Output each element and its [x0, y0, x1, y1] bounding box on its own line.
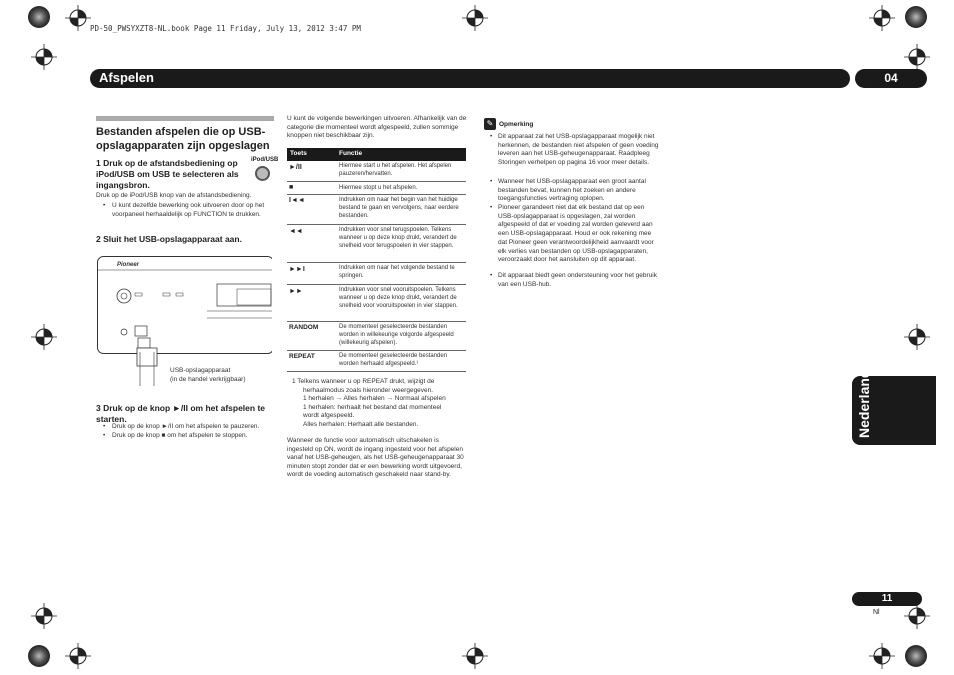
crosshair-icon	[904, 44, 930, 70]
table-divider	[287, 262, 466, 263]
table-function: De momenteel geselecteerde bestanden worden in willekeurige volgorde afgespeeld (willekeurig afspelen).	[339, 324, 454, 346]
crosshair-icon	[869, 643, 895, 669]
crosshair-icon	[462, 5, 488, 31]
table-divider	[287, 350, 466, 351]
table-key: ►►I	[289, 266, 305, 273]
print-mark-dot	[28, 645, 50, 667]
crosshair-icon	[904, 324, 930, 350]
crosshair-icon	[65, 643, 91, 669]
table-function: Indrukken voor snel terugspoelen. Telkens wanneer u op deze knop drukt, verandert de snelheid voor terugspoelen in vier stappen.	[339, 227, 457, 249]
step-3-bullet-1: • Druk op de knop ►/II om het afspelen te pauzeren.	[112, 423, 277, 432]
table-header-key: Toets	[290, 150, 307, 157]
table-function: Hiermee start u het afspelen. Het afspelen pauzeren/hervatten.	[339, 163, 452, 177]
print-mark-dot	[905, 6, 927, 28]
table-function: Indrukken om naar het begin van het huidige bestand te gaan en vervolgens, naar eerdere bestanden.	[339, 197, 459, 219]
ipod-usb-button-icon	[255, 166, 270, 181]
crosshair-icon	[65, 5, 91, 31]
note-icon: ✎	[484, 118, 496, 130]
section-heading: Bestanden afspelen die op USB-opslagapparaten zijn opgeslagen	[96, 126, 270, 152]
crosshair-icon	[31, 324, 57, 350]
note-bullet: • Pioneer garandeert niet dat elk bestand dat op een USB-opslagapparaat is opgeslagen, zal worden afgespeeld of dat er voeding zal worden geleverd aan een USB-opslagapparaat. Houd er ook rekening mee dat Pioneer geen verantwoordelijkheid aanvaardt voor elk verlies van bestanden op USB-opslagapparaten, veroorzaakt door het aansluiten op dit apparaat.	[490, 204, 654, 264]
print-mark-dot	[905, 645, 927, 667]
step-1-note: Druk op de iPod/USB knop van de afstandsbediening.	[96, 192, 252, 199]
crosshair-icon	[869, 5, 895, 31]
table-key: I◄◄	[289, 197, 305, 204]
table-key: ■	[289, 184, 294, 191]
table-key: REPEAT	[289, 353, 315, 360]
table-divider	[287, 284, 466, 285]
table-divider	[287, 371, 466, 372]
language-code: Nl	[873, 609, 880, 616]
step-3: 3 Druk op de knop ►/II om het afspelen te starten.	[96, 403, 265, 424]
table-divider	[287, 181, 466, 182]
print-mark-dot	[28, 6, 50, 28]
section-header-bar	[90, 69, 850, 88]
section-title: Afspelen	[99, 70, 154, 85]
table-header-function: Functie	[339, 150, 363, 157]
book-header: PD-50_PWSYXZT8-NL.book Page 11 Friday, July 13, 2012 3:47 PM	[90, 24, 361, 33]
table-function: Hiermee stopt u het afspelen.	[339, 185, 418, 191]
step-3-bullet-2: • Druk op de knop ■ om het afspelen te stoppen.	[112, 432, 277, 441]
table-key: RANDOM	[289, 324, 319, 331]
table-key: ►►	[289, 288, 303, 295]
device-caption: USB-opslagapparaat (in de handel verkrijgbaar)	[170, 367, 246, 383]
chapter-number: 04	[855, 69, 927, 88]
section-rule	[96, 116, 274, 121]
auto-off-paragraph: Wanneer de functie voor automatisch uitschakelen is ingesteld op ON, wordt de ingang ingesteld voor het afspelen vanaf het USB-geheugen, als het USB-geheugenapparaat 30 minuten stopt zonder dat er een bewerking wordt uitgevoerd, wordt de voeding automatisch geschakeld naar stand-by.	[287, 437, 464, 478]
table-intro: U kunt de volgende bewerkingen uitvoeren. Afhankelijk van de categorie die momenteel wordt afgespeeld, zullen sommige knoppen niet beschikbaar zijn.	[287, 115, 467, 139]
table-key: ►/II	[289, 164, 302, 171]
crosshair-icon	[31, 603, 57, 629]
table-header	[287, 148, 466, 161]
page-number: 11	[852, 592, 922, 606]
table-divider	[287, 224, 466, 225]
ipod-usb-label: iPod/USB	[251, 157, 279, 163]
table-key: ◄◄	[289, 228, 303, 235]
crosshair-icon	[462, 643, 488, 669]
crosshair-icon	[904, 603, 930, 629]
svg-text:Pioneer: Pioneer	[117, 262, 140, 268]
table-function: De momenteel geselecteerde bestanden worden herhaald afgespeeld.¹	[339, 353, 448, 367]
step-1-bullet: • U kunt dezelfde bewerking ook uitvoeren door op het voorpaneel herhaaldelijk op FUNCTION te drukken.	[112, 202, 272, 219]
device-illustration	[97, 256, 272, 356]
step-2: 2 Sluit het USB-opslagapparaat aan.	[96, 234, 242, 244]
crosshair-icon	[31, 44, 57, 70]
table-function: Indrukken voor snel vooruitspoelen. Telkens wanneer u op deze knop drukt, verandert de snelheid voor vooruitspoelen in vier stappen.	[339, 287, 458, 309]
note-bullet: • Wanneer het USB-opslagapparaat een groot aantal bestanden bevat, kunnen het zoeken en andere toegangsfuncties vertraging oplopen.	[490, 178, 646, 203]
table-divider	[287, 194, 466, 195]
note-bullet: • Dit apparaat zal het USB-opslagapparaat mogelijk niet herkennen, de bestanden niet afspelen of geen voeding leveren aan het USB-geheugenapparaat. Raadpleeg Storingen verhelpen op pagina 16 voor meer details.	[490, 133, 659, 167]
table-divider	[287, 321, 466, 322]
note-bullet: • Dit apparaat biedt geen ondersteuning voor het gebruik van een USB-hub.	[490, 272, 657, 288]
step-1: 1 Druk op de afstandsbediening op iPod/USB om USB te selecteren als ingangsbron.	[96, 158, 239, 190]
note-title: Opmerking	[499, 121, 534, 128]
language-tab-label: Nederlands	[856, 361, 872, 438]
table-footnote: 1 Telkens wanneer u op REPEAT drukt, wijzigt de herhaalmodus zoals hieronder weergegeven. 1 herhalen → Alles herhalen → Normaal afspelen 1 herhalen: herhaalt het bestand dat momenteel wordt afgespeeld. Alles herhalen: Herhaalt alle bestanden.	[292, 378, 446, 428]
table-function: Indrukken om naar het volgende bestand te springen.	[339, 265, 455, 279]
